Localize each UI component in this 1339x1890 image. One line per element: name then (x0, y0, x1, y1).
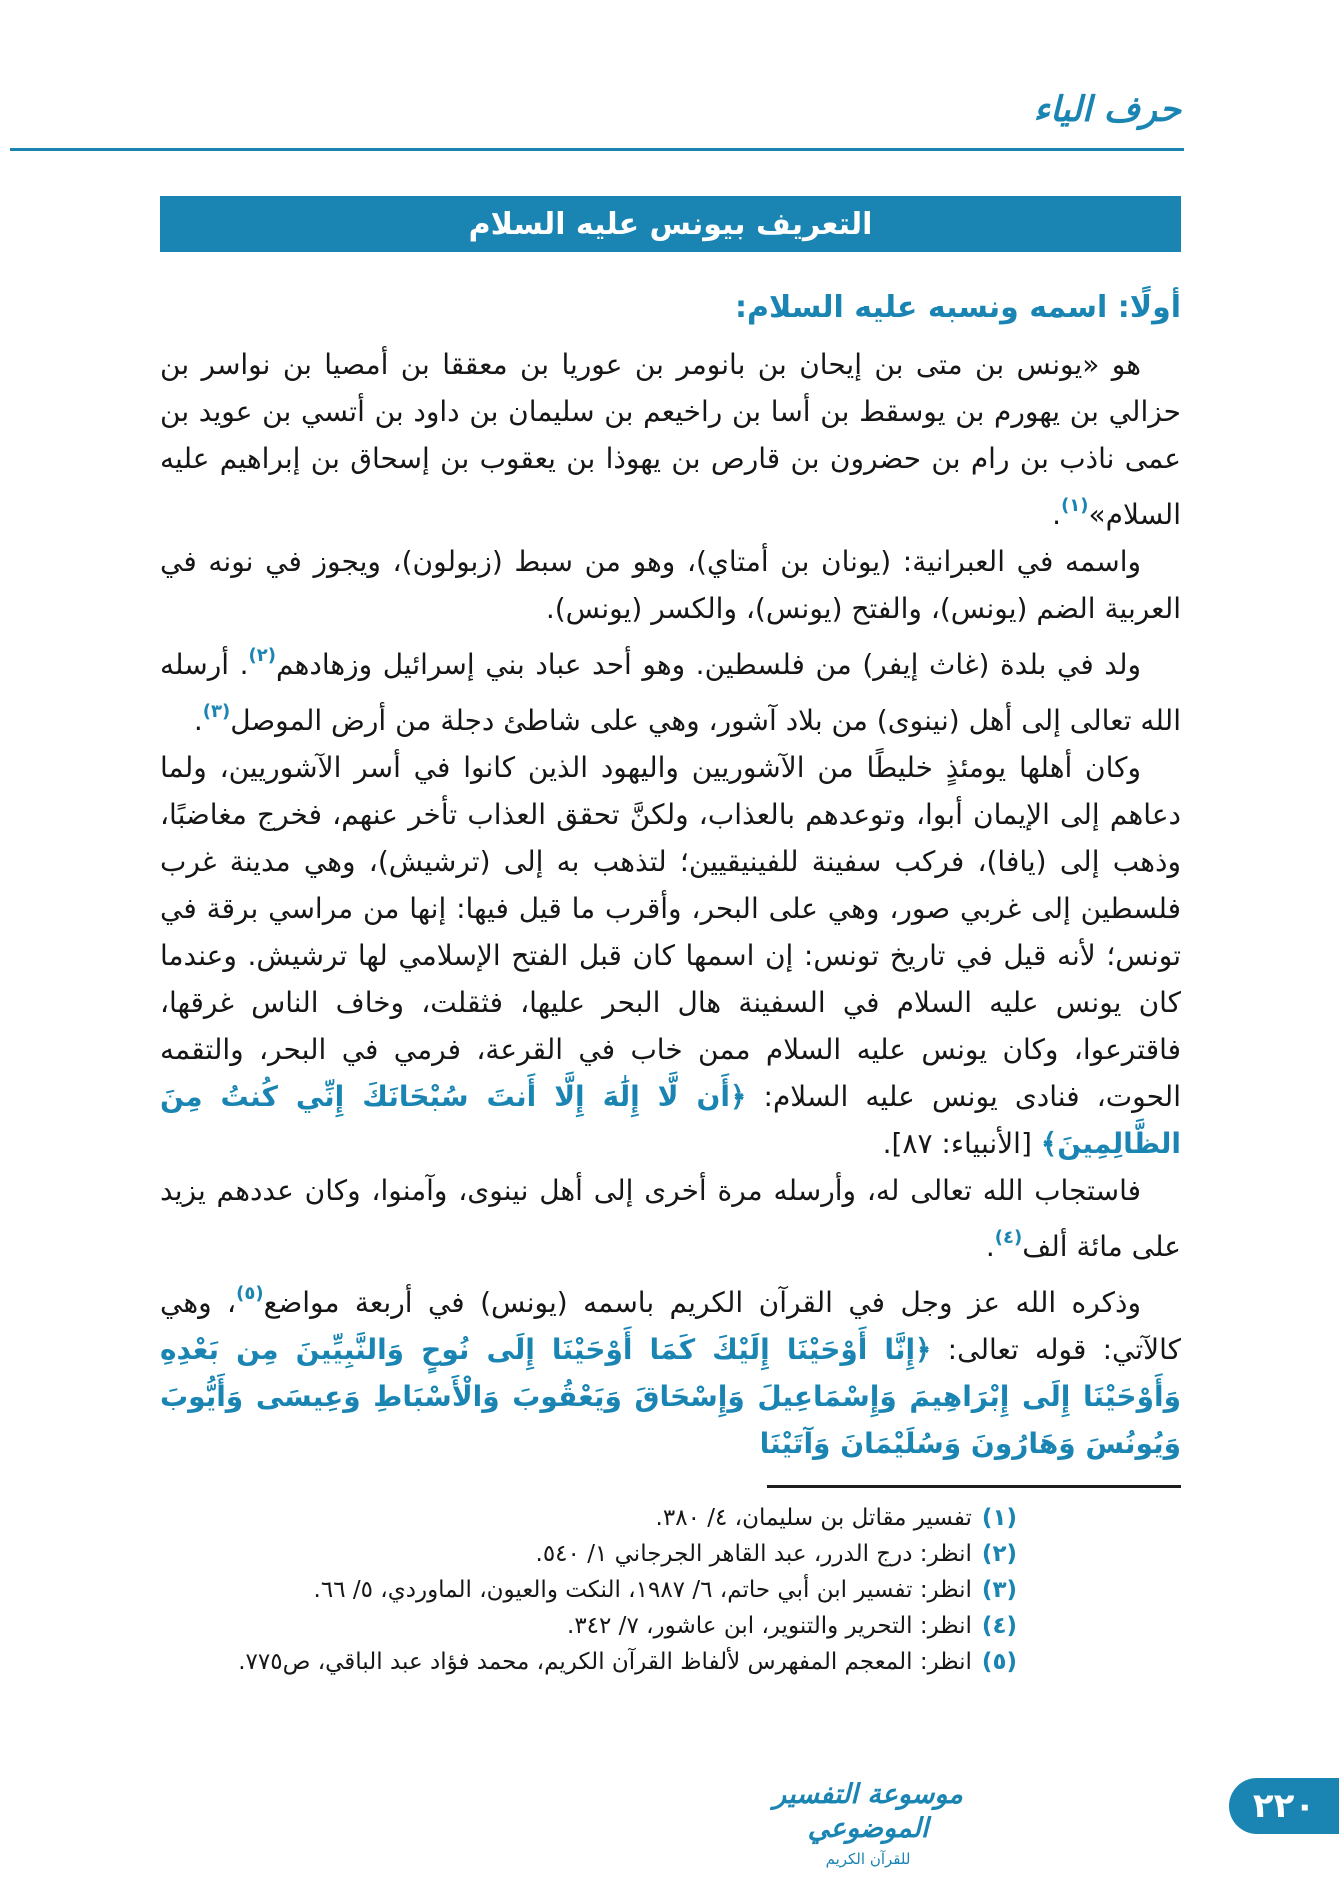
chapter-title: التعريف بيونس عليه السلام (468, 206, 873, 242)
publisher-logo-title: موسوعة التفسير الموضوعي (773, 1779, 963, 1844)
paragraph (160, 744, 1181, 1167)
paragraph (160, 538, 1181, 632)
paragraph (160, 1167, 1181, 1270)
footnote-number: (٢) (981, 1541, 1017, 1567)
body-text-run: وكان أهلها يومئذٍ خليطًا من الآشوريين واليهود الذين كانوا في أسر الآشوريين، ولما دعاهم إلى الإيمان أبوا، وتوعدهم بالعذاب، ولكنَّ تحقق العذاب تأخر عنهم، فخرج مغاضبًا، وذهب إلى (يافا)، فركب سفينة للفينيقيين؛ لتذهب به إلى (ترشيش)، وهي مدينة غرب فلسطين إلى غربي صور، وهي على البحر، وأقرب ما قيل فيها: إنها من مراسي برقة في تونس؛ لأنه قيل في تاريخ تونس: إن اسمها كان قبل الفتح الإسلامي لها ترشيش. وعندما كان يونس عليه السلام في السفينة هال البحر عليها، فثقلت، وخاف الناس غرقها، فاقترعوا، وكان يونس عليه السلام ممن خاب في القرعة، فرمي في البحر، والتقمه الحوت، فنادى يونس عليه السلام: (160, 751, 1181, 1113)
body-text-run: هو «يونس بن متى بن إيحان بن بانومر بن عوريا بن معققا بن أمصيا بن نواسر بن حزالي بن يهورم بن يوسقط بن أسا بن راخيعم بن سليمان بن داود بن أتسي بن عويد بن عمى ناذب بن رام بن حضرون بن قارص بن يهوذا بن يعقوب بن إسحاق بن إبراهيم عليه السلام» (160, 348, 1181, 531)
footnote-marker: (٢) (248, 645, 276, 666)
footnote-item (160, 1644, 1017, 1680)
body-text-run: واسمه في العبرانية: (يونان بن أمتاي)، وهو من سبط (زبولون)، ويجوز في نونه في العربية الضم (يونس)، والفتح (يونس)، والكسر (يونس). (160, 545, 1181, 625)
footnote-text: انظر: تفسير ابن أبي حاتم، ٦/ ١٩٨٧، النكت والعيون، الماوردي، ٥/ ٦٦. (313, 1577, 972, 1603)
quran-verse: ﴿أَن لَّا إِلَٰهَ إِلَّا أَنتَ سُبْحَانَكَ إِنِّي كُنتُ مِنَ الظَّالِمِينَ﴾ (160, 1080, 1181, 1160)
paragraph (160, 1270, 1181, 1467)
body-text-run: ولد في بلدة (غاث إيفر) من فلسطين. وهو أحد عباد بني إسرائيل وزهادهم (275, 648, 1142, 681)
body-text-run: فاستجاب الله تعالى له، وأرسله مرة أخرى إلى أهل نينوى، وآمنوا، وكان عددهم يزيد على مائة ألف (160, 1174, 1181, 1263)
footnote-text: انظر: المعجم المفهرس لألفاظ القرآن الكريم، محمد فؤاد عبد الباقي، ص٧٧٥. (238, 1649, 972, 1675)
body-text-run: . (985, 1230, 995, 1263)
footnote-number: (٤) (981, 1613, 1017, 1639)
publisher-logo (745, 1778, 991, 1868)
footnote-marker: (١) (1061, 495, 1089, 516)
body-text-block (160, 341, 1181, 1467)
footnote-number: (٣) (981, 1577, 1017, 1603)
body-text-run: ، وهي كالآتي: قوله تعالى: (160, 1286, 1182, 1366)
chapter-title-banner (160, 196, 1181, 252)
body-text-run: وذكره الله عز وجل في القرآن الكريم باسمه (يونس) في أربعة مواضع (263, 1286, 1141, 1319)
footnote-item (160, 1536, 1017, 1572)
footnote-marker: (٣) (202, 701, 231, 722)
footnote-text: انظر: التحرير والتنوير، ابن عاشور، ٧/ ٣٤٢. (567, 1613, 972, 1639)
body-text-run: . (193, 704, 203, 737)
body-text-run: . (1052, 498, 1062, 531)
paragraph (160, 632, 1181, 744)
footnote-number: (١) (981, 1505, 1017, 1531)
footnote-number: (٥) (981, 1649, 1017, 1675)
header-divider (10, 148, 1184, 151)
footnote-marker: (٤) (994, 1227, 1023, 1248)
footnote-item (160, 1500, 1017, 1536)
page-number-badge: ٢٢٠ (1229, 1778, 1339, 1834)
footnote-item (160, 1572, 1017, 1608)
paragraph (160, 341, 1181, 538)
footnote-item (160, 1608, 1017, 1644)
section-heading: أولًا: اسمه ونسبه عليه السلام: (734, 290, 1181, 325)
page-content (160, 196, 1181, 1680)
footnote-separator (767, 1485, 1181, 1488)
quran-verse: ﴿إِنَّا أَوْحَيْنَا إِلَيْكَ كَمَا أَوْحَيْنَا إِلَى نُوحٍ وَالنَّبِيِّينَ مِن بَعْدِهِ وَأَوْحَيْنَا إِلَى إِبْرَاهِيمَ وَإِسْمَاعِيلَ وَإِسْحَاقَ وَيَعْقُوبَ وَالْأَسْبَاطِ وَعِيسَى وَأَيُّوبَ وَيُونُسَ وَهَارُونَ وَسُلَيْمَانَ وَآتَيْنَا (160, 1333, 1181, 1460)
footnotes-block (160, 1500, 1181, 1680)
footnote-text: تفسير مقاتل بن سليمان، ٤/ ٣٨٠. (655, 1505, 972, 1531)
footnote-marker: (٥) (236, 1283, 264, 1304)
running-head: حرف الياء (1033, 90, 1181, 130)
footnote-text: انظر: درج الدرر، عبد القاهر الجرجاني ١/ ٥٤٠. (535, 1541, 972, 1567)
verse-citation: [الأنبياء: ٨٧]. (882, 1127, 1041, 1160)
publisher-logo-subtitle: للقرآن الكريم (825, 1850, 911, 1868)
body-text-run: . أرسله الله تعالى إلى أهل (نينوى) من بلاد آشور، وهي على شاطئ دجلة من أرض الموصل (160, 648, 1181, 737)
